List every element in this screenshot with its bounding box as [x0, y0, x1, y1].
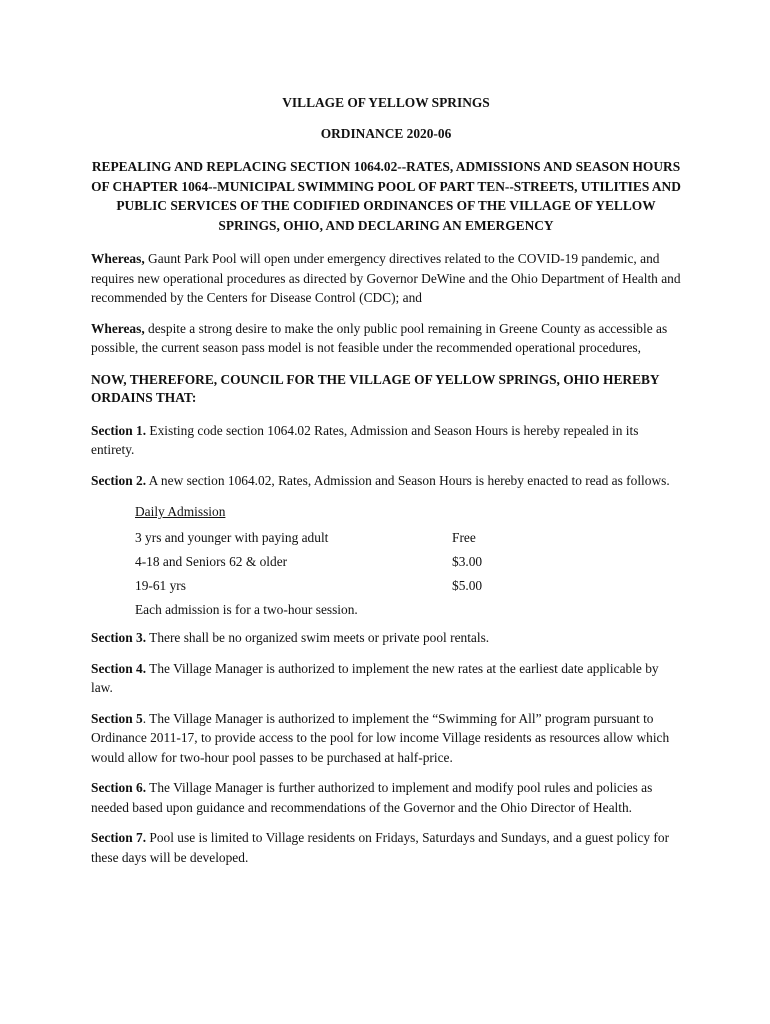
rate-price: Free — [452, 530, 476, 545]
section-lead: Section 6. — [91, 780, 147, 795]
rate-label: 4-18 and Seniors 62 & older — [135, 554, 288, 569]
section-text: The Village Manager is further authorized to implement and modify pool rules and policies as needed based upon guidance and recommendations of the Governor and the Ohio Director of Health. — [91, 780, 653, 815]
rate-label: 3 yrs and younger with paying adult — [135, 530, 329, 545]
section-lead: Section 7. — [91, 830, 147, 845]
rate-row — [135, 528, 681, 547]
whereas-lead: Whereas, — [91, 251, 145, 266]
section-5 — [91, 709, 681, 768]
section-text: The Village Manager is authorized to implement the new rates at the earliest date applicable by law. — [91, 660, 659, 695]
ordains-clause: NOW, THEREFORE, COUNCIL FOR THE VILLAGE OF YELLOW SPRINGS, OHIO HEREBY ORDAINS THAT: — [91, 371, 660, 405]
section-lead: Section 2. — [91, 472, 147, 488]
section-text: There shall be no organized swim meets or private pool rentals. — [146, 630, 490, 645]
rate-price: $5.00 — [452, 578, 483, 593]
section-text: Pool use is limited to Village residents on Fridays, Saturdays and Sundays, and a guest policy for these days will be developed. — [91, 830, 670, 865]
rate-price: $3.00 — [452, 554, 483, 569]
daily-admission-title: Daily Admission — [135, 504, 226, 519]
whereas-paragraph-1 — [91, 249, 681, 308]
section-lead: Section 5 — [91, 710, 143, 726]
section-text: Existing code section 1064.02 Rates, Admission and Season Hours is hereby repealed in its entirety. — [91, 422, 639, 457]
daily-admission-table — [135, 502, 681, 619]
section-3 — [91, 628, 681, 648]
section-6 — [91, 778, 681, 817]
rate-row — [135, 576, 681, 595]
village-title: VILLAGE OF YELLOW SPRINGS — [282, 95, 490, 110]
section-text: A new section 1064.02, Rates, Admission and Season Hours is hereby enacted to read as follows. — [146, 472, 670, 488]
section-lead: Section 3. — [91, 630, 147, 645]
section-4 — [91, 659, 681, 698]
section-2 — [91, 471, 681, 491]
section-text: . The Village Manager is authorized to implement the “Swimming for All” program pursuant to Ordinance 2011-17, to provide access to the pool for low income Village residents as resources allow which would allow for two-hour pool passes to be purchased at half-price. — [91, 710, 670, 765]
whereas-text: Gaunt Park Pool will open under emergency directives related to the COVID-19 pandemic, and requires new operational procedures as directed by Governor DeWine and the Ohio Department of Health and recommended by the Centers for Disease Control (CDC); and — [91, 251, 681, 305]
whereas-lead: Whereas, — [91, 320, 145, 336]
rate-label: 19-61 yrs — [135, 578, 186, 593]
admission-note: Each admission is for a two-hour session. — [135, 602, 358, 617]
whereas-paragraph-2 — [91, 319, 681, 358]
ordinance-document — [91, 94, 681, 867]
section-lead: Section 4. — [91, 660, 147, 676]
whereas-text: despite a strong desire to make the only public pool remaining in Greene County as accessible as possible, the current season pass model is not feasible under the recommended operational procedures, — [91, 320, 668, 355]
section-7 — [91, 828, 681, 867]
section-1 — [91, 421, 681, 460]
ordinance-heading: REPEALING AND REPLACING SECTION 1064.02--RATES, ADMISSIONS AND SEASON HOURS OF CHAPTER 1064--MUNICIPAL SWIMMING POOL OF PART TEN--STREETS, UTILITIES AND PUBLIC SERVICES OF THE CODIFIED ORDINANCES OF THE VILLAGE OF YELLOW SPRINGS, OHIO, AND DECLARING AN EMERGENCY — [91, 159, 681, 233]
ordinance-number: ORDINANCE 2020-06 — [320, 126, 452, 141]
rate-row — [135, 552, 681, 571]
section-lead: Section 1. — [91, 422, 147, 438]
